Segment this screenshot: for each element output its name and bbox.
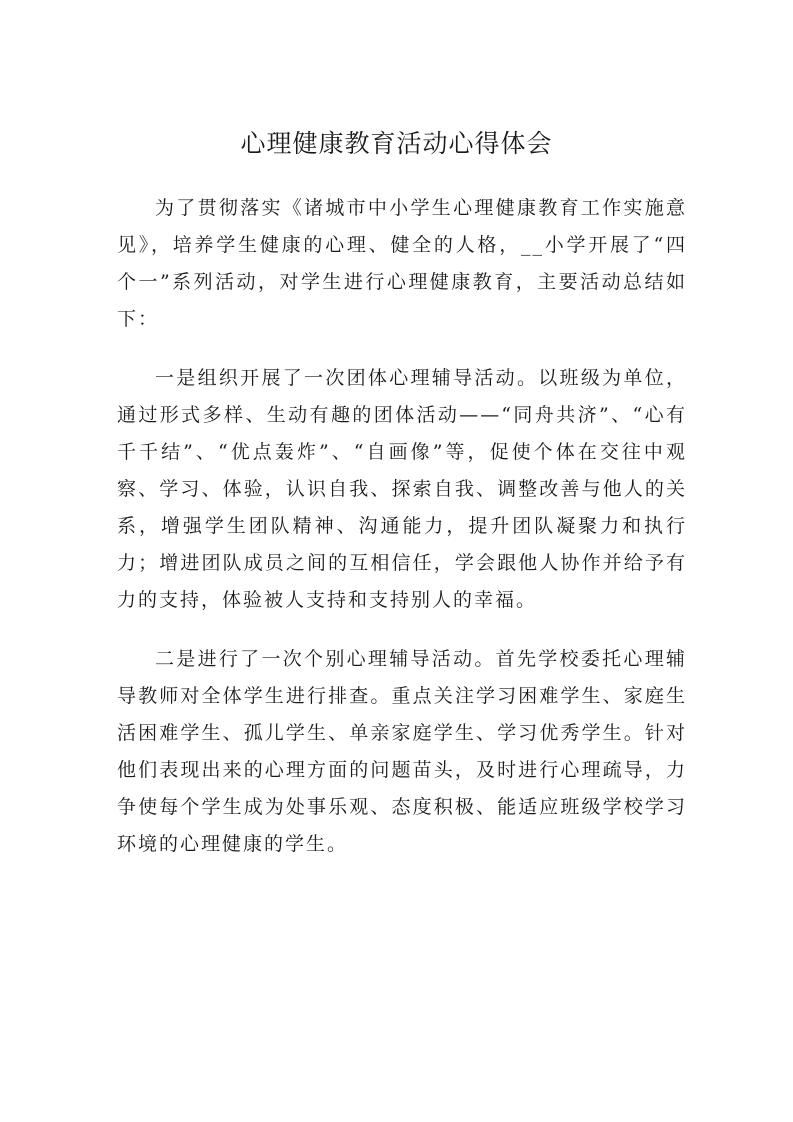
document-body [117, 190, 687, 885]
paragraph-group-counseling: 一是组织开展了一次团体心理辅导活动。以班级为单位，通过形式多样、生动有趣的团体活动——“同舟共济”、“心有千千结”、“优点轰炸”、“自画像”等，促使个体在交往中观察、学习、体验，认识自我、探索自我、调整改善与他人的关系，增强学生团队精神、沟通能力，提升团队凝聚力和执行力；增进团队成员之间的互相信任，学会跟他人协作并给予有力的支持，体验被人支持和支持别人的幸福。 [117, 367, 687, 611]
paragraph-intro: 为了贯彻落实《诸城市中小学生心理健康教育工作实施意见》，培养学生健康的心理、健全的人格，__小学开展了“四个一”系列活动，对学生进行心理健康教育，主要活动总结如下： [117, 197, 687, 330]
document-title: 心理健康教育活动心得体会 [240, 129, 553, 158]
paragraph-individual-counseling: 二是进行了一次个别心理辅导活动。首先学校委托心理辅导教师对全体学生进行排查。重点关注学习困难学生、家庭生活困难学生、孤儿学生、单亲家庭学生、学习优秀学生。针对他们表现出来的心理方面的问题苗头，及时进行心理疏导，力争使每个学生成为处事乐观、态度积极、能适应班级学校学习环境的心理健康的学生。 [117, 648, 687, 855]
